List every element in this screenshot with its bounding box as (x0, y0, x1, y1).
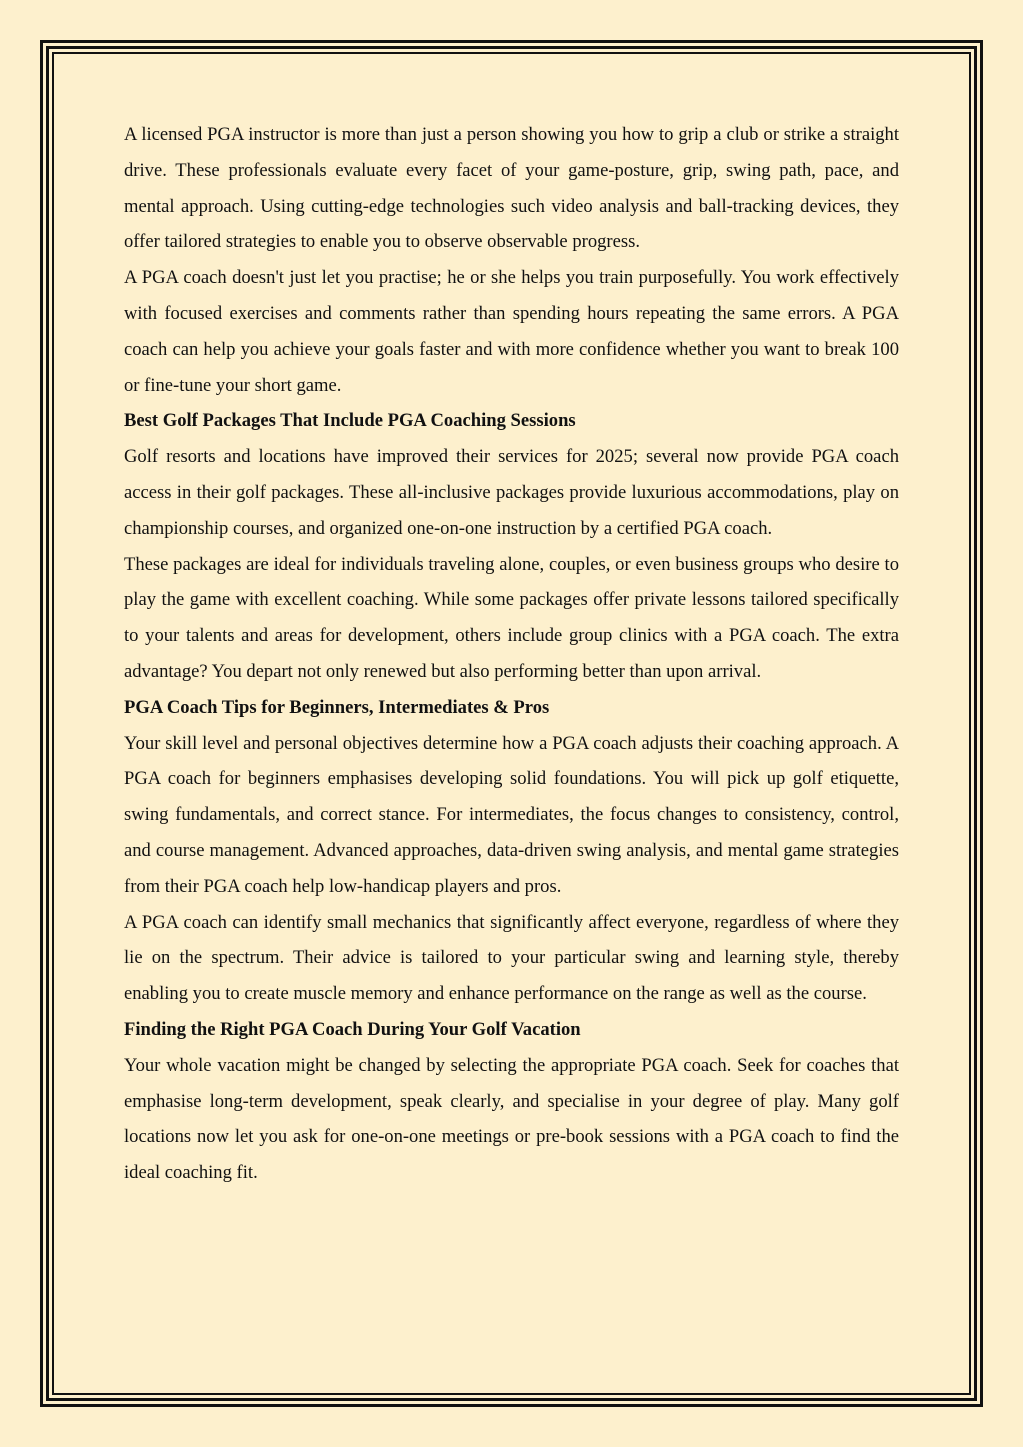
paragraph-mechanics: A PGA coach can identify small mechanics that significantly affect everyone, regardless of where they lie on the spectrum. Their advice is tailored to your particular swing and learning style, thereby enabling you to create muscle memory and enhance performance on the range as well as the course. (124, 911, 899, 1005)
paragraph-skill-level: Your skill level and personal objectives determine how a PGA coach adjusts their coaching approach. A PGA coach for beginners emphasises developing solid foundations. You will pick up golf etiquette, swing fundamentals, and correct stance. For intermediates, the focus changes to consistency, control, and course management. Advanced approaches, data-driven swing analysis, and mental game strategies from their PGA coach help low-handicap players and pros. (124, 732, 899, 897)
paragraph-intro: A licensed PGA instructor is more than just a person showing you how to grip a club or strike a straight drive. These professionals evaluate every facet of your game-posture, grip, swing path, pace, and mental approach. Using cutting-edge technologies such video analysis and ball-tracking devices, they offer tailored strategies to enable you to observe observable progress. (124, 124, 899, 253)
paragraph-packages-ideal: These packages are ideal for individuals traveling alone, couples, or even business groups who desire to play the game with excellent coaching. While some packages offer private lessons tailored specifically to your talents and areas for development, others include group clinics with a PGA coach. The extra advantage? You depart not only renewed but also performing better than upon arrival. (124, 553, 899, 682)
heading-golf-packages: Best Golf Packages That Include PGA Coaching Sessions (124, 410, 576, 432)
heading-finding-coach: Finding the Right PGA Coach During Your Golf Vacation (124, 1018, 581, 1040)
paragraph-resorts: Golf resorts and locations have improved their services for 2025; several now provide PGA coach access in their golf packages. These all-inclusive packages provide luxurious accommodations, play on championship courses, and organized one-on-one instruction by a certified PGA coach. (124, 446, 899, 539)
heading-coach-tips: PGA Coach Tips for Beginners, Intermediates & Pros (124, 696, 550, 718)
paragraph-vacation: Your whole vacation might be changed by selecting the appropriate PGA coach. Seek for coaches that emphasise long-term development, speak clearly, and specialise in your degree of play. Many golf locations now let you ask for one-on-one meetings or pre-book sessions with a PGA coach to find the ideal coaching fit. (124, 1054, 899, 1184)
article-body (124, 117, 899, 1191)
paragraph-purposeful-training: A PGA coach doesn't just let you practise; he or she helps you train purposefully. You work effectively with focused exercises and comments rather than spending hours repeating the same errors. A PGA coach can help you achieve your goals faster and with more confidence whether you want to break 100 or fine-tune your short game. (124, 267, 899, 396)
